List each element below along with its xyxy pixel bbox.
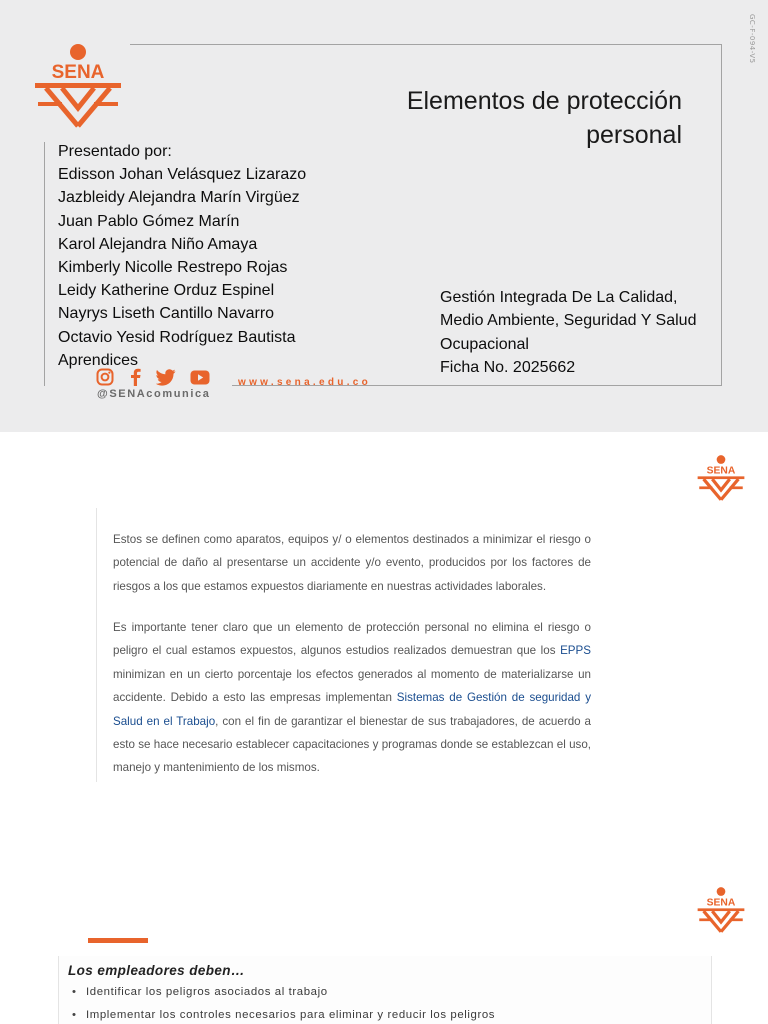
sgsst-link[interactable]: Sistemas de Gestión de seguridad y Salud en el Trabajo [113, 691, 591, 728]
bullet: • [72, 1009, 77, 1021]
presenters-heading: Presentado por: [58, 143, 172, 160]
title-line-2: personal [586, 121, 682, 149]
svg-text:SENA: SENA [706, 465, 736, 477]
svg-text:SENA: SENA [51, 62, 105, 83]
importance-paragraph [113, 616, 591, 780]
facebook-icon[interactable] [128, 368, 142, 386]
list-item-text: Implementar los controles necesarios para eliminar y reducir los peligros [86, 1009, 496, 1021]
bullet: • [72, 986, 77, 998]
ficha-number: Ficha No. 2025662 [440, 359, 576, 377]
title-line-1: Elementos de protección [406, 87, 682, 115]
document-code: GC-F-094-V5 [748, 14, 756, 64]
epps-link[interactable]: EPPS [560, 644, 591, 658]
presenters-list [58, 140, 306, 372]
list-item [72, 1009, 495, 1021]
definition-text-box [96, 508, 592, 782]
list-item [72, 986, 328, 998]
frame-line-right [721, 44, 722, 386]
frame-line-top [130, 44, 722, 45]
presenter-name: Jazbleidy Alejandra Marín Virgüez [58, 189, 300, 207]
program-line: Gestión Integrada De La Calidad, [440, 289, 678, 306]
program-line: Ocupacional [440, 335, 529, 353]
presenters-role: Aprendices [58, 351, 139, 369]
presenter-name: Nayrys Liseth Cantillo Navarro [58, 305, 275, 323]
program-line: Medio Ambiente, Seguridad Y Salud [440, 312, 697, 330]
accent-bar [88, 938, 148, 943]
program-info [440, 286, 696, 380]
svg-text:SENA: SENA [706, 897, 736, 909]
paragraph-text: , con el fin de garantizar el bienestar de sus trabajadores, de acuerdo a esto se hace necesario establecer capacitaciones y programas donde se establezcan el uso, manejo y mantenimiento de los mismos. [113, 714, 592, 775]
presenter-name: Karol Alejandra Niño Amaya [58, 235, 258, 253]
paragraph-text: minimizan en un cierto porcentaje los efectos generados al momento de materializarse un accidente. Debido a esto las empresas implementan [113, 667, 591, 705]
presenter-name: Leidy Katherine Orduz Espinel [58, 282, 275, 300]
employers-slide [0, 864, 768, 1024]
sena-logo [696, 886, 746, 934]
frame-line-left [44, 142, 45, 386]
website-link[interactable]: www.sena.edu.co [238, 377, 372, 388]
presenter-name: Edisson Johan Velásquez Lizarazo [58, 166, 307, 184]
instagram-icon[interactable] [96, 368, 114, 386]
definition-paragraph: Estos se definen como aparatos, equipos y/ o elementos destinados a minimizar el riesgo o potencial de daño al presentarse un accidente y/o evento, producidos por los factores de riesgos a los que estamos expuestos diariamente en nuestras actividades laborales. [113, 533, 591, 593]
paragraph-text: Es importante tener claro que un elemento de protección personal no elimina el riesgo o peligro el cual estamos expuestos, algunos estudios realizados demuestran que los [113, 621, 591, 658]
youtube-icon[interactable] [190, 370, 210, 385]
presenter-name: Juan Pablo Gómez Marín [58, 212, 240, 230]
social-icons [96, 366, 210, 388]
employers-heading: Los empleadores deben… [68, 963, 245, 978]
presenter-name: Kimberly Nicolle Restrepo Rojas [58, 259, 288, 277]
presenter-name: Octavio Yesid Rodríguez Bautista [58, 328, 296, 346]
title-slide [0, 0, 768, 432]
list-item-text: Identificar los peligros asociados al trabajo [86, 986, 328, 998]
presentation-title [330, 84, 682, 152]
social-handle: @SENAcomunica [97, 388, 211, 400]
definition-slide [0, 432, 768, 864]
sena-logo [32, 42, 124, 130]
sena-logo [696, 454, 746, 502]
twitter-icon[interactable] [156, 369, 176, 386]
